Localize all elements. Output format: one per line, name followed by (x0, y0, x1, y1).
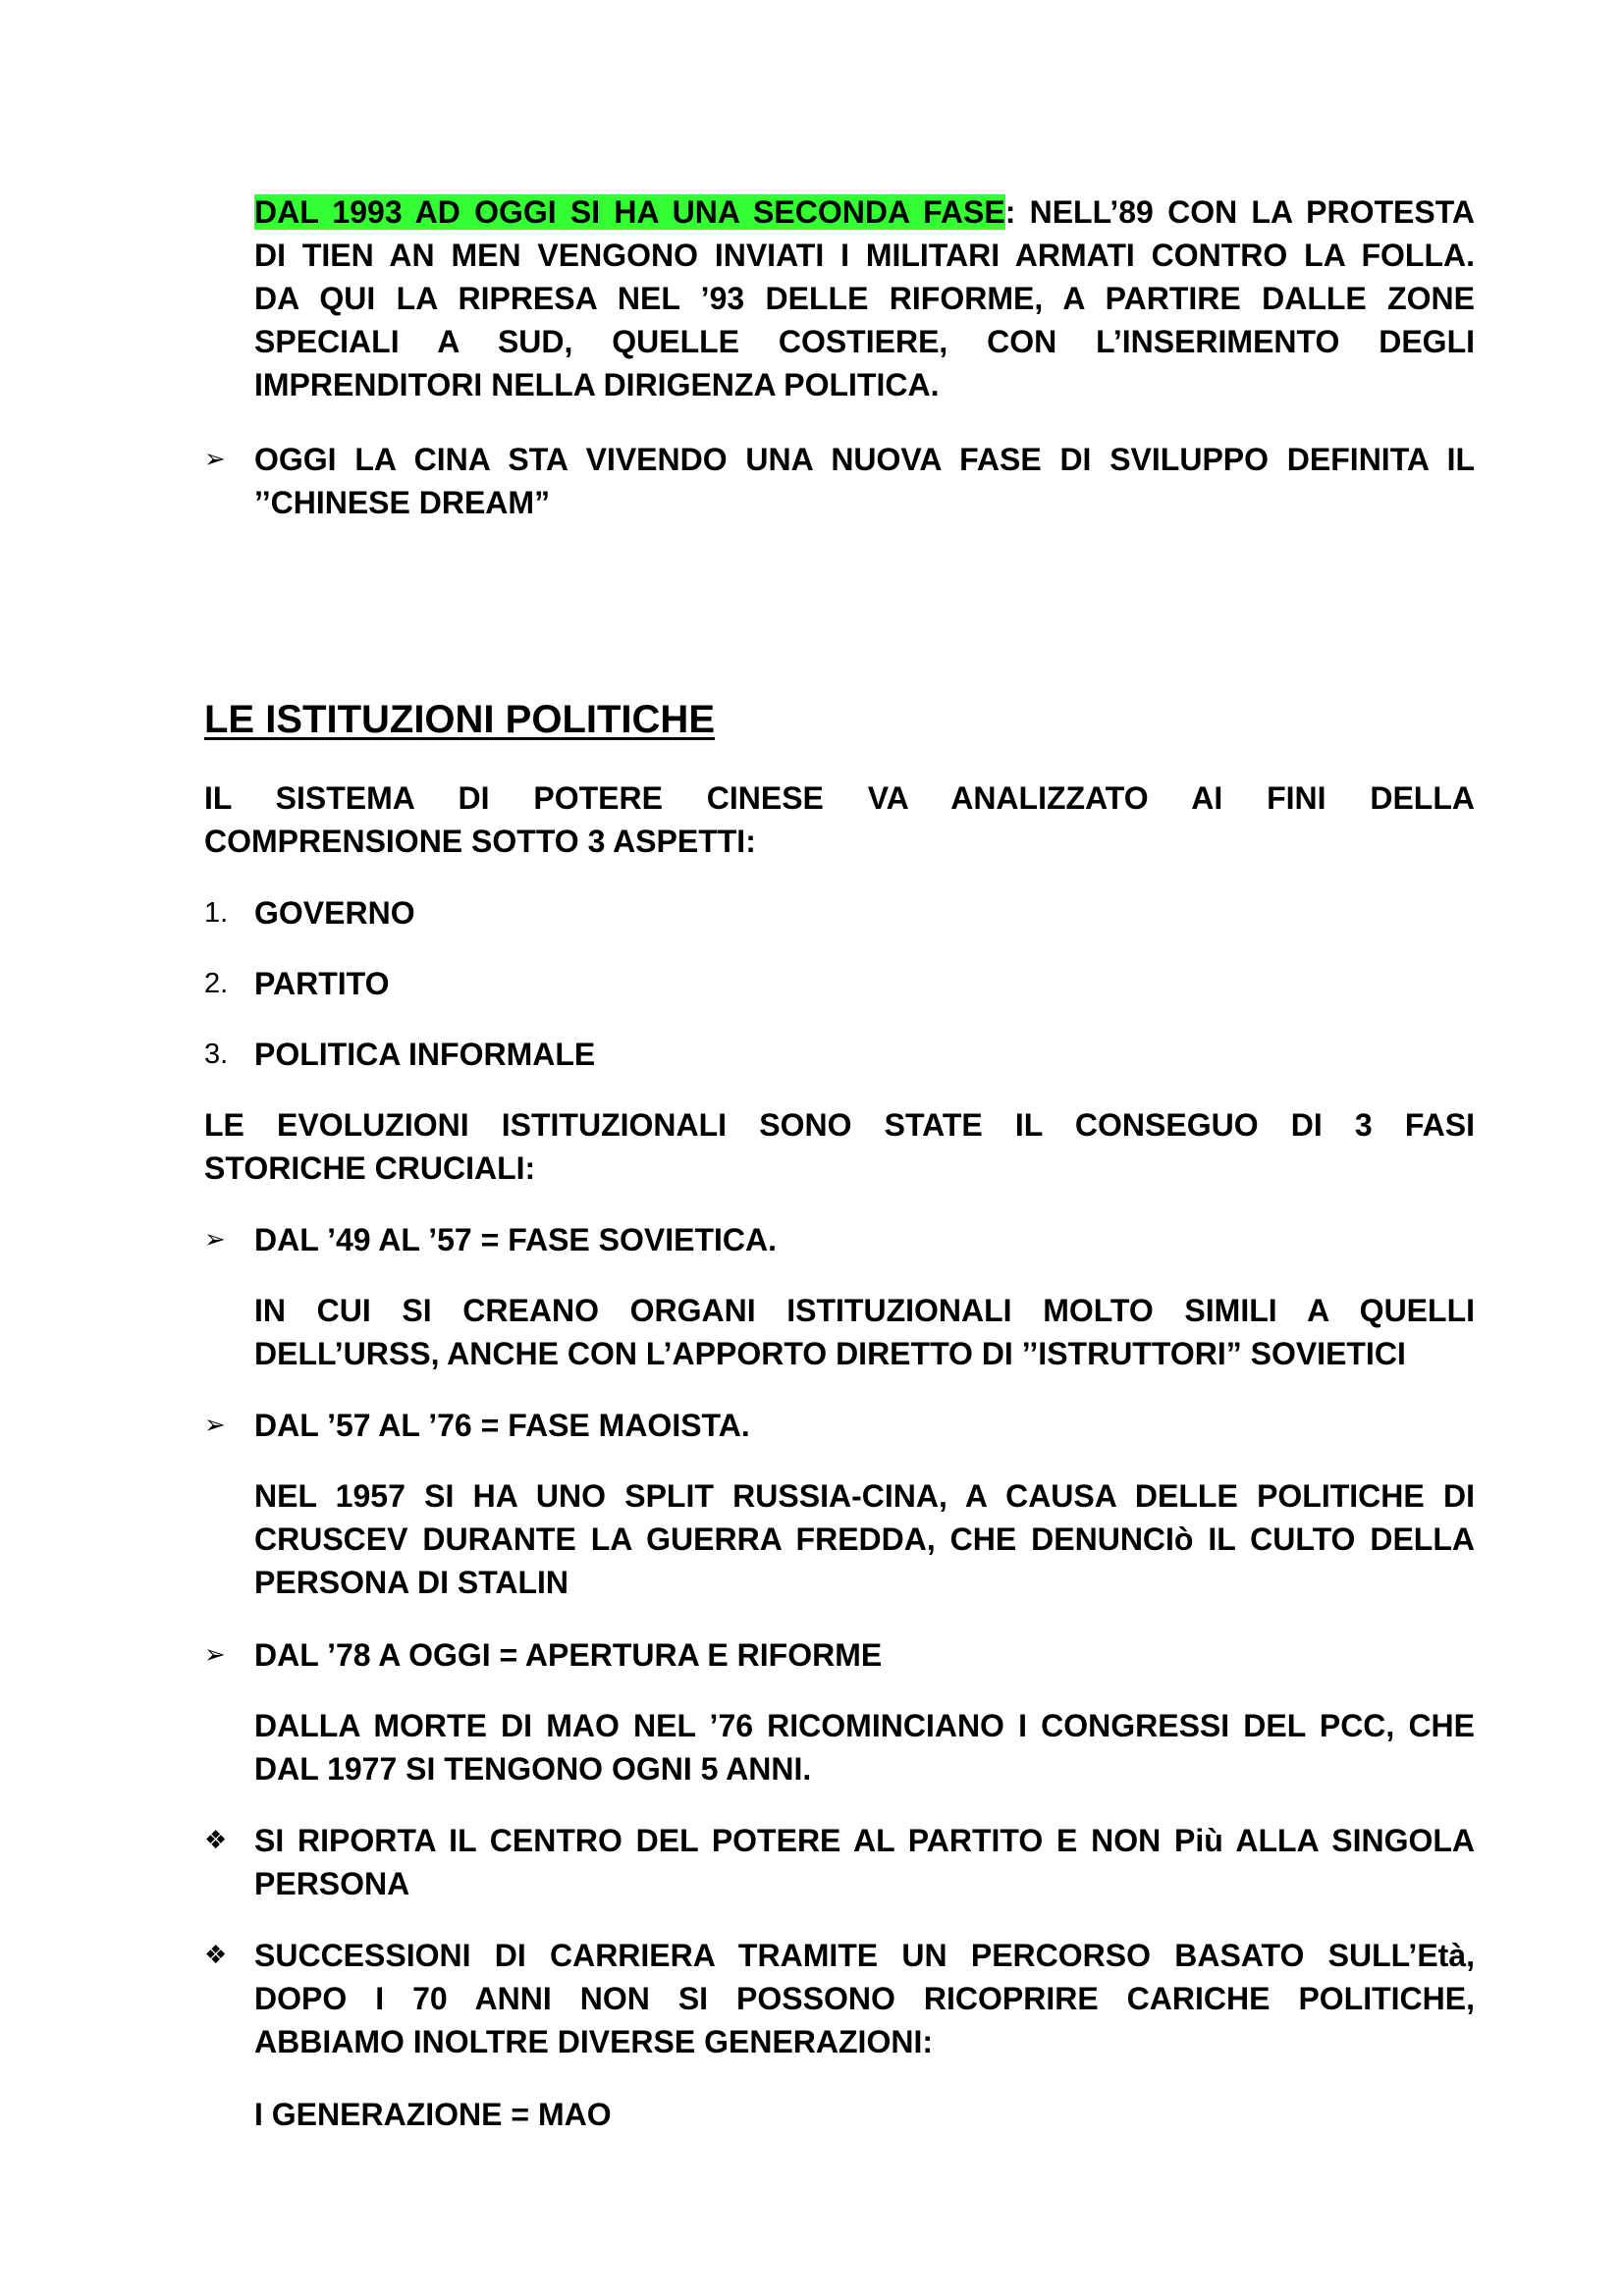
phase-3-line-2: DAL 1977 SI TENGONO OGNI 5 ANNI. (254, 1751, 812, 1787)
phase-desc-sovietica (254, 1289, 1475, 1375)
intro-line-5: IMPRENDITORI NELLA DIRIGENZA POLITICA. (254, 367, 940, 402)
chinese-dream-line-1: OGGI LA CINA STA VIVENDO UNA NUOVA FASE DI SVILUPPO DEFINITA IL (254, 442, 1475, 477)
evolutions-line-2: STORICHE CRUCIALI: (204, 1150, 536, 1186)
aspect-number-3: 3. (204, 1039, 229, 1070)
phase-1-line-1: IN CUI SI CREANO ORGANI ISTITUZIONALI MOLTO SIMILI A QUELLI (254, 1293, 1475, 1328)
phase-2-line-3: PERSONA DI STALIN (254, 1565, 569, 1600)
phase-1-line-2: DELL’URSS, ANCHE CON L’APPORTO DIRETTO DI ’’ISTRUTTORI” SOVIETICI (254, 1336, 1406, 1371)
intro-line-1 (254, 190, 1475, 234)
intro-paragraph (254, 190, 1475, 406)
point-1-line-2: PERSONA (254, 1866, 410, 1901)
point-2-line-1: SUCCESSIONI DI CARRIERA TRAMITE UN PERCORSO BASATO SULL’Età, (254, 1938, 1475, 1973)
system-intro-line-1: IL SISTEMA DI POTERE CINESE VA ANALIZZATO AI FINI DELLA (204, 780, 1475, 816)
aspect-number-2: 2. (204, 968, 229, 999)
point-2-line-2: DOPO I 70 ANNI NON SI POSSONO RICOPRIRE CARICHE POLITICHE, (254, 1981, 1475, 2016)
point-2-line-3: ABBIAMO INOLTRE DIVERSE GENERAZIONI: (254, 2024, 933, 2059)
phase-3-line-1: DALLA MORTE DI MAO NEL ’76 RICOMINCIANO I CONGRESSI DEL PCC, CHE (254, 1708, 1475, 1743)
evolutions-line-1: LE EVOLUZIONI ISTITUZIONALI SONO STATE IL CONSEGUO DI 3 FASI (204, 1107, 1475, 1143)
intro-line-1-rest: : NELL’89 CON LA PROTESTA (1004, 194, 1475, 230)
section-title: LE ISTITUZIONI POLITICHE (204, 698, 715, 741)
intro-line-3: DA QUI LA RIPRESA NEL ’93 DELLE RIFORME, A PARTIRE DALLE ZONE (254, 281, 1475, 316)
arrow-bullet-icon: ➢ (204, 1411, 226, 1440)
aspect-number-1: 1. (204, 897, 229, 929)
arrow-bullet-icon: ➢ (204, 445, 226, 474)
point-successioni (254, 1934, 1475, 2063)
generation-line: I GENERAZIONE = MAO (254, 2097, 612, 2132)
system-intro-line-2: COMPRENSIONE SOTTO 3 ASPETTI: (204, 824, 756, 859)
point-centro-potere (254, 1819, 1475, 1905)
diamond-bullet-icon: ❖ (204, 1826, 228, 1855)
phase-title-maoista: DAL ’57 AL ’76 = FASE MAOISTA. (254, 1408, 750, 1443)
diamond-bullet-icon: ❖ (204, 1941, 228, 1970)
point-1-line-1: SI RIPORTA IL CENTRO DEL POTERE AL PARTITO E NON Più ALLA SINGOLA (254, 1823, 1475, 1858)
aspect-item-politica-informale: POLITICA INFORMALE (254, 1037, 596, 1072)
highlighted-text: DAL 1993 AD OGGI SI HA UNA SECONDA FASE (254, 194, 1005, 230)
phase-2-line-2: CRUSCEV DURANTE LA GUERRA FREDDA, CHE DENUNCIò IL CULTO DELLA (254, 1522, 1475, 1557)
phase-2-line-1: NEL 1957 SI HA UNO SPLIT RUSSIA-CINA, A CAUSA DELLE POLITICHE DI (254, 1478, 1475, 1514)
phase-title-sovietica: DAL ’49 AL ’57 = FASE SOVIETICA. (254, 1222, 778, 1257)
intro-line-4: SPECIALI A SUD, QUELLE COSTIERE, CON L’INSERIMENTO DEGLI (254, 324, 1475, 359)
evolutions-intro-paragraph (204, 1103, 1475, 1190)
arrow-bullet-icon: ➢ (204, 1640, 226, 1670)
phase-desc-maoista (254, 1474, 1475, 1604)
arrow-bullet-icon: ➢ (204, 1225, 226, 1255)
aspect-item-partito: PARTITO (254, 966, 390, 1001)
phase-title-riforme: DAL ’78 A OGGI = APERTURA E RIFORME (254, 1637, 883, 1673)
aspect-item-governo: GOVERNO (254, 895, 415, 931)
chinese-dream-line-2: ’’CHINESE DREAM” (254, 485, 551, 520)
system-intro-paragraph (204, 776, 1475, 863)
phase-desc-riforme (254, 1704, 1475, 1790)
chinese-dream-paragraph (254, 438, 1475, 524)
intro-line-2: DI TIEN AN MEN VENGONO INVIATI I MILITARI ARMATI CONTRO LA FOLLA. (254, 238, 1475, 273)
